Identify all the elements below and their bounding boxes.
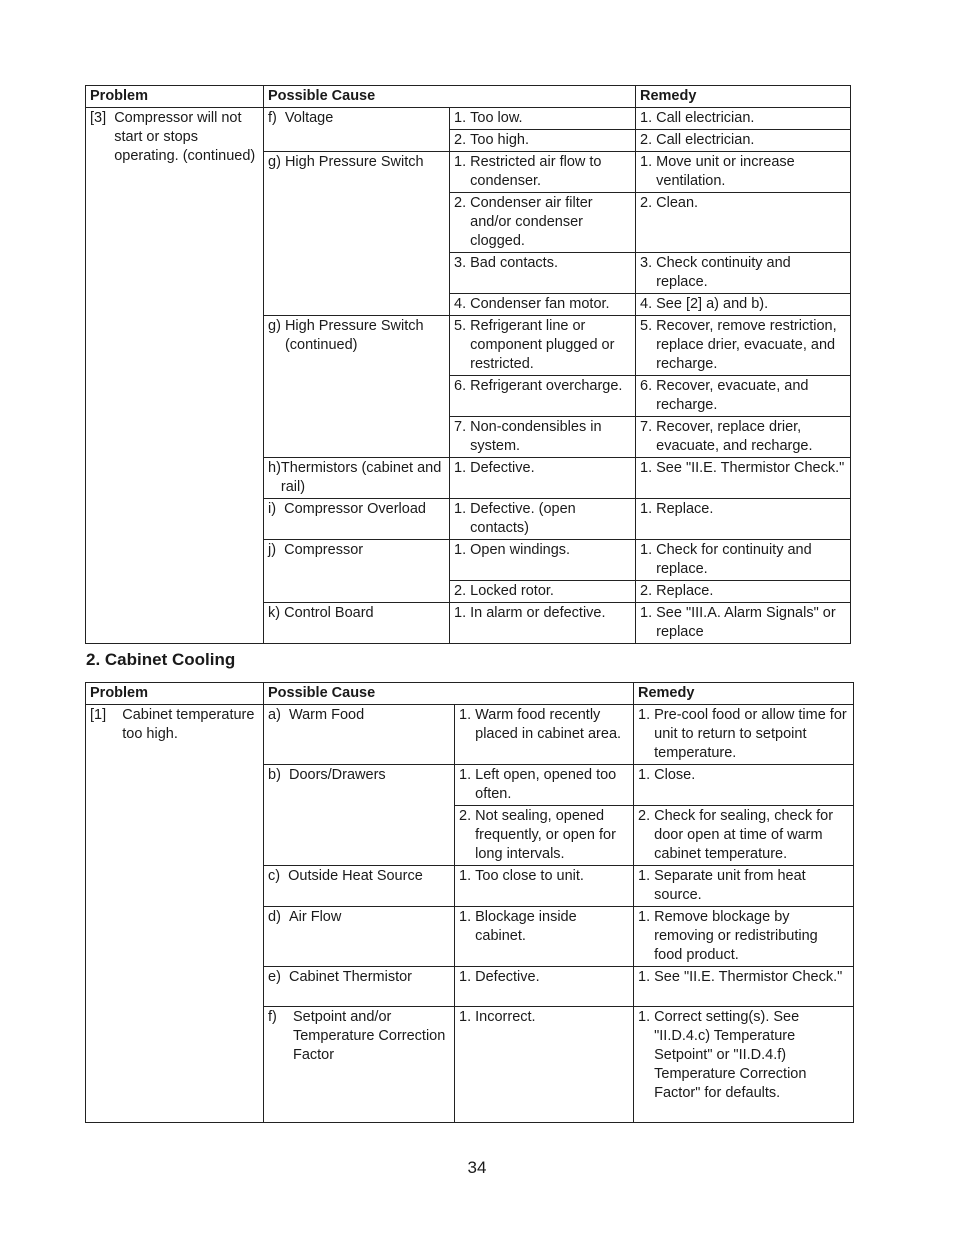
- problem-cell: [1] Cabinet temperature too high.: [86, 705, 264, 1123]
- subcause: 1. Open windings.: [450, 540, 636, 581]
- subcause: 1. Left open, opened too often.: [455, 765, 634, 806]
- remedy: 1. Call electrician.: [636, 108, 851, 130]
- remedy: 1. Correct setting(s). See "II.D.4.c) Temperature Setpoint" or "II.D.4.f) Temperature Correction Factor" for defaults.: [634, 1007, 854, 1123]
- subcause: 1. Too close to unit.: [455, 866, 634, 907]
- remedy: 1. Separate unit from heat source.: [634, 866, 854, 907]
- cause-warm-food: a) Warm Food: [264, 705, 455, 765]
- remedy: 6. Recover, evacuate, and recharge.: [636, 376, 851, 417]
- subcause: 1. Too low.: [450, 108, 636, 130]
- cause-compressor-overload: i) Compressor Overload: [264, 499, 450, 540]
- remedy: 3. Check continuity and replace.: [636, 253, 851, 294]
- remedy: 1. Replace.: [636, 499, 851, 540]
- subcause: 1. Warm food recently placed in cabinet area.: [455, 705, 634, 765]
- subcause: 1. In alarm or defective.: [450, 603, 636, 644]
- cause-voltage: f) Voltage: [264, 108, 450, 152]
- problem-text: Compressor will not start or stops operating. (continued): [114, 110, 256, 164]
- cause-air-flow: d) Air Flow: [264, 907, 455, 967]
- cause-cabinet-thermistor: e) Cabinet Thermistor: [264, 967, 455, 1007]
- cause-doors-drawers: b) Doors/Drawers: [264, 765, 455, 866]
- remedy: 1. See "II.E. Thermistor Check.": [636, 458, 851, 499]
- subcause: 7. Non-condensibles in system.: [450, 417, 636, 458]
- remedy: 2. Clean.: [636, 193, 851, 253]
- cause-high-pressure-switch-continued: g) High Pressure Switch (continued): [264, 316, 450, 458]
- cause-outside-heat-source: c) Outside Heat Source: [264, 866, 455, 907]
- subcause: 1. Defective. (open contacts): [450, 499, 636, 540]
- remedy: 2. Check for sealing, check for door open at time of warm cabinet temperature.: [634, 806, 854, 866]
- remedy: 1. Pre-cool food or allow time for unit to return to setpoint temperature.: [634, 705, 854, 765]
- remedy: 1. Move unit or increase ventilation.: [636, 152, 851, 193]
- subcause: 3. Bad contacts.: [450, 253, 636, 294]
- troubleshooting-table-cabinet-cooling: [85, 682, 854, 1123]
- header-possible-cause: Possible Cause: [264, 683, 634, 705]
- remedy: 2. Call electrician.: [636, 130, 851, 152]
- cause-setpoint: f) Setpoint and/or Temperature Correction Factor: [264, 1007, 455, 1123]
- page-number: 34: [467, 1158, 487, 1177]
- subcause: 1. Blockage inside cabinet.: [455, 907, 634, 967]
- problem-text: Cabinet temperature too high.: [122, 707, 255, 742]
- remedy: 1. See "III.A. Alarm Signals" or replace: [636, 603, 851, 644]
- remedy: 1. Check for continuity and replace.: [636, 540, 851, 581]
- header-problem: Problem: [86, 86, 264, 108]
- subcause: 2. Too high.: [450, 130, 636, 152]
- header-problem: Problem: [86, 683, 264, 705]
- remedy: 1. Remove blockage by removing or redistributing food product.: [634, 907, 854, 967]
- cause-compressor: j) Compressor: [264, 540, 450, 603]
- subcause: 1. Incorrect.: [455, 1007, 634, 1123]
- cause-high-pressure-switch: g) High Pressure Switch: [264, 152, 450, 316]
- subcause: 1. Defective.: [455, 967, 634, 1007]
- subcause: 2. Locked rotor.: [450, 581, 636, 603]
- subcause: 2. Not sealing, opened frequently, or open for long intervals.: [455, 806, 634, 866]
- remedy: 5. Recover, remove restriction, replace drier, evacuate, and recharge.: [636, 316, 851, 376]
- remedy: 7. Recover, replace drier, evacuate, and recharge.: [636, 417, 851, 458]
- remedy: 1. See "II.E. Thermistor Check.": [634, 967, 854, 1007]
- header-possible-cause: Possible Cause: [264, 86, 636, 108]
- cause-thermistors: h) Thermistors (cabinet and rail): [264, 458, 450, 499]
- subcause: 1. Restricted air flow to condenser.: [450, 152, 636, 193]
- remedy: 1. Close.: [634, 765, 854, 806]
- subcause: 2. Condenser air filter and/or condenser clogged.: [450, 193, 636, 253]
- remedy: 2. Replace.: [636, 581, 851, 603]
- subcause: 6. Refrigerant overcharge.: [450, 376, 636, 417]
- subcause: 5. Refrigerant line or component plugged or restricted.: [450, 316, 636, 376]
- troubleshooting-table-compressor: [85, 85, 851, 644]
- cause-control-board: k) Control Board: [264, 603, 450, 644]
- problem-cell: [3] Compressor will not start or stops operating. (continued): [86, 108, 264, 644]
- header-remedy: Remedy: [634, 683, 854, 705]
- header-remedy: Remedy: [636, 86, 851, 108]
- subcause: 1. Defective.: [450, 458, 636, 499]
- subcause: 4. Condenser fan motor.: [450, 294, 636, 316]
- section-title: 2. Cabinet Cooling: [86, 650, 236, 669]
- remedy: 4. See [2] a) and b).: [636, 294, 851, 316]
